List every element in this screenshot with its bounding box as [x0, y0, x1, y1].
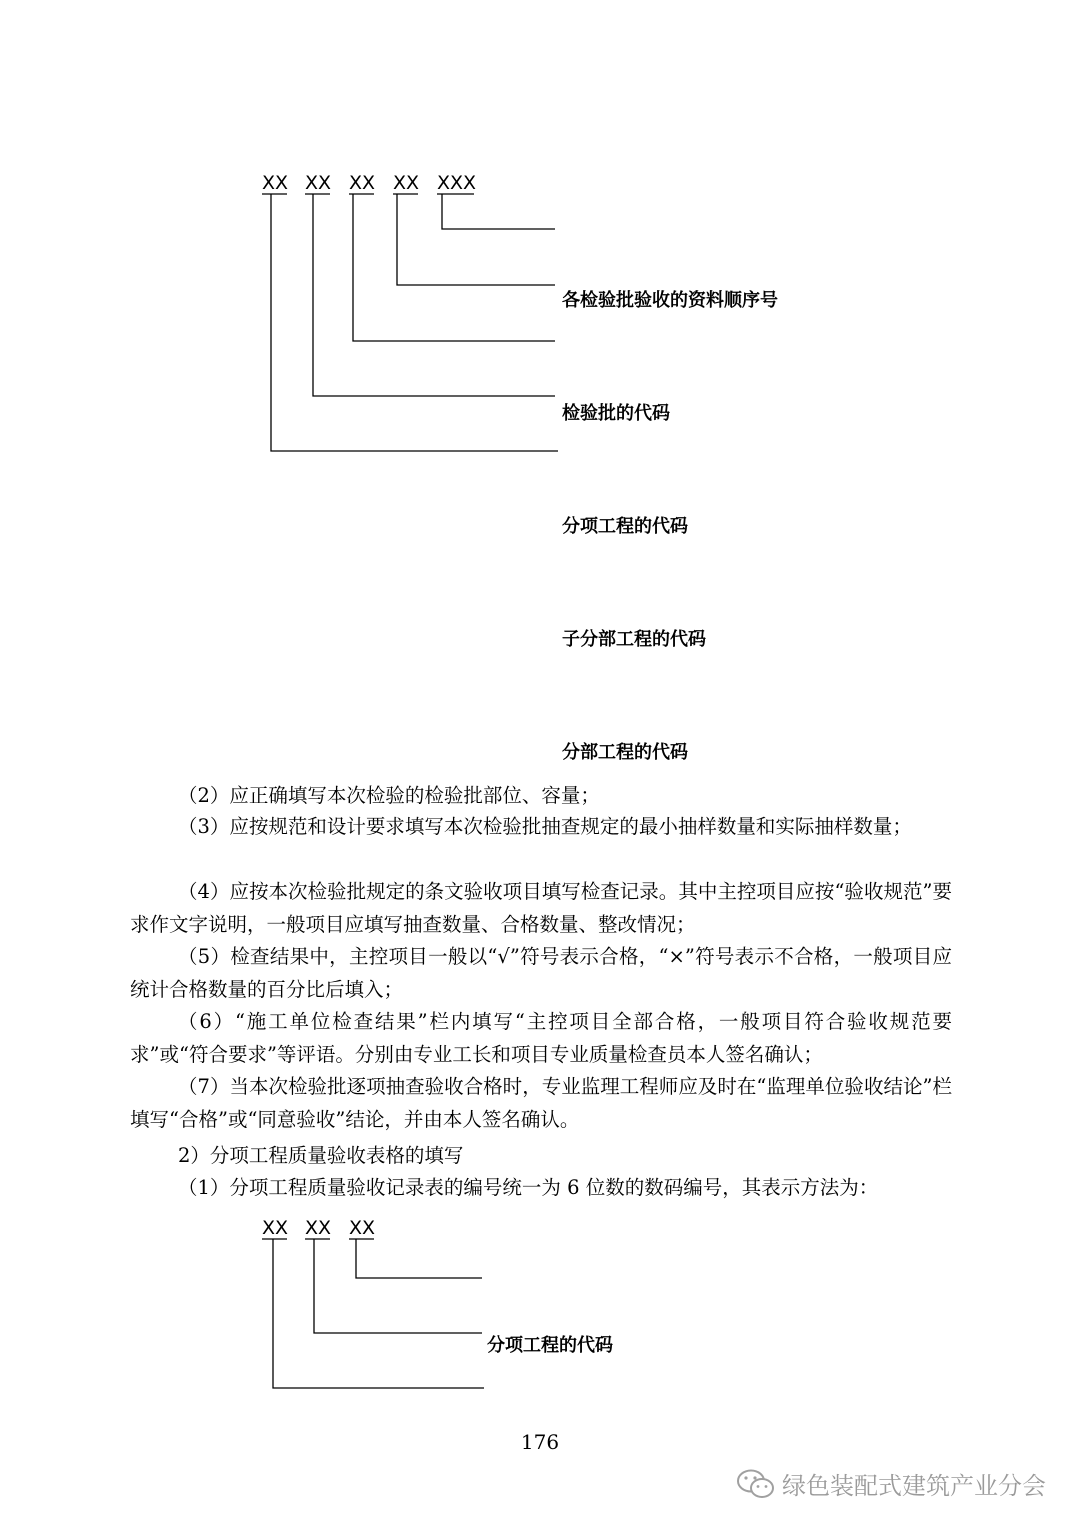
- label-record-sequence: 各检验批验收的资料顺序号: [562, 290, 778, 311]
- paragraph-3: （3）应按规范和设计要求填写本次检验批抽查规定的最小抽样数量和实际抽样数量；: [178, 815, 912, 838]
- label-inspection-lot-code: 检验批的代码: [562, 403, 670, 424]
- code-segment-3: XX: [349, 172, 376, 194]
- label-division-code: 分部工程的代码: [562, 742, 688, 763]
- watermark: [736, 1466, 1046, 1501]
- section-item-1: （1）分项工程质量验收记录表的编号统一为 6 位数的数码编号，其表示方法为：: [178, 1176, 879, 1199]
- paragraph-2: （2）应正确填写本次检验的检验批部位、容量；: [178, 784, 600, 807]
- code-segment-5: XXX: [437, 172, 477, 194]
- page-number: 176: [520, 1430, 560, 1454]
- code-segment-1: XX: [262, 172, 289, 194]
- label2-subitem-code: 分项工程的代码: [487, 1335, 613, 1356]
- watermark-text: 绿色装配式建筑产业分会: [782, 1472, 1046, 1500]
- code-segment-4: XX: [393, 172, 420, 194]
- code-segment-2: XX: [305, 172, 332, 194]
- section-heading: 2）分项工程质量验收表格的填写: [178, 1144, 464, 1167]
- paragraph-6: （6）“施工单位检查结果”栏内填写“主控项目全部合格，一般项目符合验收规范要求”或“符合要求”等评语。分别由专业工长和项目专业质量检查员本人签名确认；: [130, 1010, 952, 1066]
- label-subitem-code: 分项工程的代码: [562, 516, 688, 537]
- paragraph-4: （4）应按本次检验批规定的条文验收项目填写检查记录。其中主控项目应按“验收规范”要求作文字说明，一般项目应填写抽查数量、合格数量、整改情况；: [130, 880, 952, 936]
- code2-segment-2: XX: [305, 1217, 332, 1239]
- label-subdivision-code: 子分部工程的代码: [562, 629, 706, 650]
- paragraph-7: （7）当本次检验批逐项抽查验收合格时，专业监理工程师应及时在“监理单位验收结论”栏填写“合格”或“同意验收”结论，并由本人签名确认。: [130, 1075, 952, 1131]
- code2-segment-3: XX: [349, 1217, 376, 1239]
- paragraph-5: （5）检查结果中，主控项目一般以“√”符号表示合格，“×”符号表示不合格，一般项目应统计合格数量的百分比后填入；: [130, 945, 952, 1001]
- code2-segment-1: XX: [262, 1217, 289, 1239]
- wechat-icon: [736, 1468, 776, 1500]
